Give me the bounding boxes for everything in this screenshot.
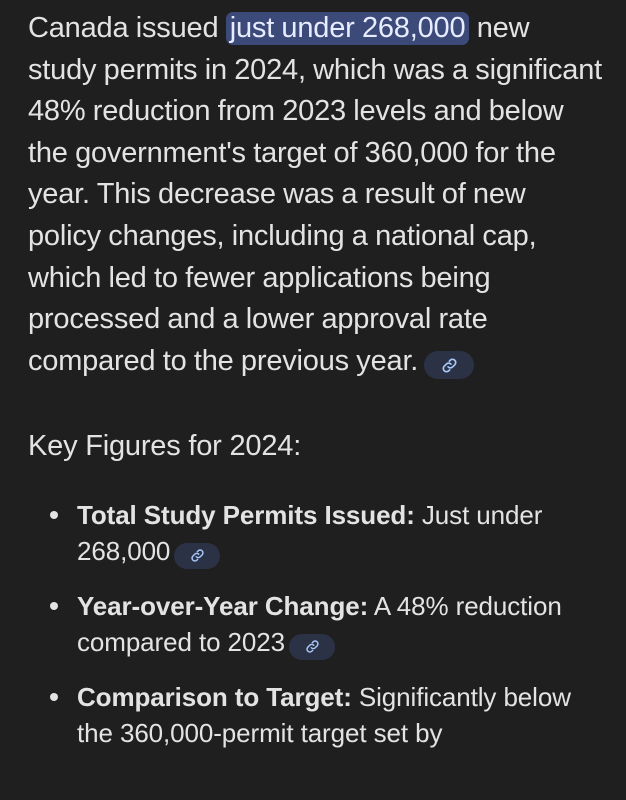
bullet-dot <box>50 602 58 610</box>
bullet-dot <box>50 693 58 701</box>
list-item <box>28 679 604 751</box>
bullet-dot <box>50 511 58 519</box>
list-item-text: Significantly below the 360,000-permit target set by <box>77 682 571 749</box>
intro-paragraph <box>28 8 604 382</box>
source-link-chip[interactable] <box>289 634 335 660</box>
list-item-label: Year-over-Year Change: <box>77 591 369 622</box>
list-item-text: Just under 268,000 <box>77 500 543 567</box>
intro-text-after: new study permits in 2024, which was a significant 48% reduction from 2023 levels and below the government's target of 360,000 for the year. This decrease was a result of new policy changes, including a national cap, which led to fewer applications being processed and a lower approval rate compared to the previous year. <box>28 12 603 377</box>
source-link-chip[interactable] <box>424 351 474 379</box>
list-item-label: Total Study Permits Issued: <box>77 500 415 531</box>
intro-text-before: Canada issued <box>28 12 226 44</box>
key-figures-list <box>28 497 604 751</box>
link-icon <box>305 639 320 654</box>
key-figures-heading: Key Figures for 2024: <box>28 430 302 463</box>
list-item-label: Comparison to Target: <box>77 682 352 713</box>
list-item <box>28 588 604 660</box>
source-link-chip[interactable] <box>174 543 220 569</box>
link-icon <box>190 548 205 563</box>
list-item-text: A 48% reduction compared to 2023 <box>77 591 562 658</box>
list-item <box>28 497 604 569</box>
link-icon <box>441 357 458 374</box>
highlighted-phrase[interactable]: just under 268,000 <box>226 12 470 45</box>
